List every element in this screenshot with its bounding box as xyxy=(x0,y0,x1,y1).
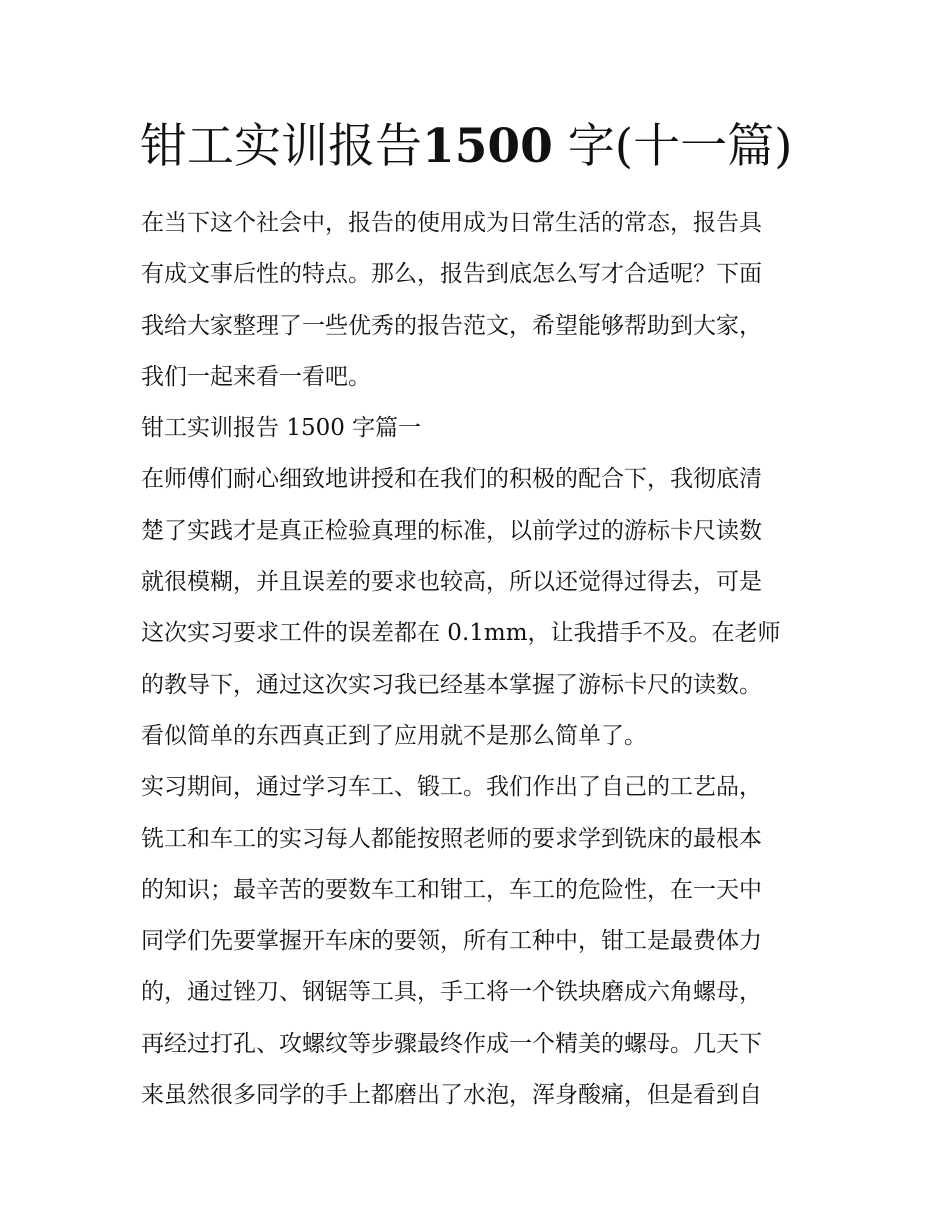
text-line: 的教导下，通过这次实习我已经基本掌握了游标卡尺的读数。 xyxy=(141,671,762,698)
text-line: 我们一起来看一看吧。 xyxy=(141,363,371,390)
title-number: 1500 xyxy=(422,119,553,174)
text-line: 铣工和车工的实习每人都能按照老师的要求学到铣床的最根本 xyxy=(141,825,762,852)
text-line: 有成文事后性的特点。那么，报告到底怎么写才合适呢？下面 xyxy=(141,261,762,288)
text-line: 在当下这个社会中，报告的使用成为日常生活的常态，报告具 xyxy=(141,210,762,236)
page-title xyxy=(140,112,820,182)
text-line: 来虽然很多同学的手上都磨出了水泡，浑身酸痛，但是看到自 xyxy=(141,1082,762,1109)
text-line: 的，通过锉刀、钢锯等工具，手工将一个铁块磨成六角螺母， xyxy=(141,979,762,1006)
text-line: 楚了实践才是真正检验真理的标准，以前学过的游标卡尺读数 xyxy=(141,517,762,544)
text-line: 在师傅们耐心细致地讲授和在我们的积极的配合下，我彻底清 xyxy=(141,466,762,493)
title-rest: 字(十一篇) xyxy=(552,119,793,174)
section-heading: 钳工实训报告 1500 字篇一 xyxy=(141,415,422,442)
text-line: 再经过打孔、攻螺纹等步骤最终作成一个精美的螺母。几天下 xyxy=(141,1030,762,1057)
text-line: 实习期间，通过学习车工、锻工。我们作出了自己的工艺品， xyxy=(141,774,762,801)
text-line: 就很模糊，并且误差的要求也较高，所以还觉得过得去，可是 xyxy=(141,569,762,596)
text-line: 看似简单的东西真正到了应用就不是那么简单了。 xyxy=(141,722,647,749)
text-line: 的知识；最辛苦的要数车工和钳工，车工的危险性，在一天中 xyxy=(141,876,762,903)
text-line: 这次实习要求工件的误差都在 0.1mm，让我措手不及。在老师 xyxy=(141,620,781,647)
title-main: 钳工实训报告 xyxy=(140,119,422,174)
text-line: 同学们先要掌握开车床的要领，所有工种中，钳工是最费体力 xyxy=(141,928,762,955)
text-line: 我给大家整理了一些优秀的报告范文，希望能够帮助到大家， xyxy=(141,312,762,339)
document-body xyxy=(141,198,813,1121)
